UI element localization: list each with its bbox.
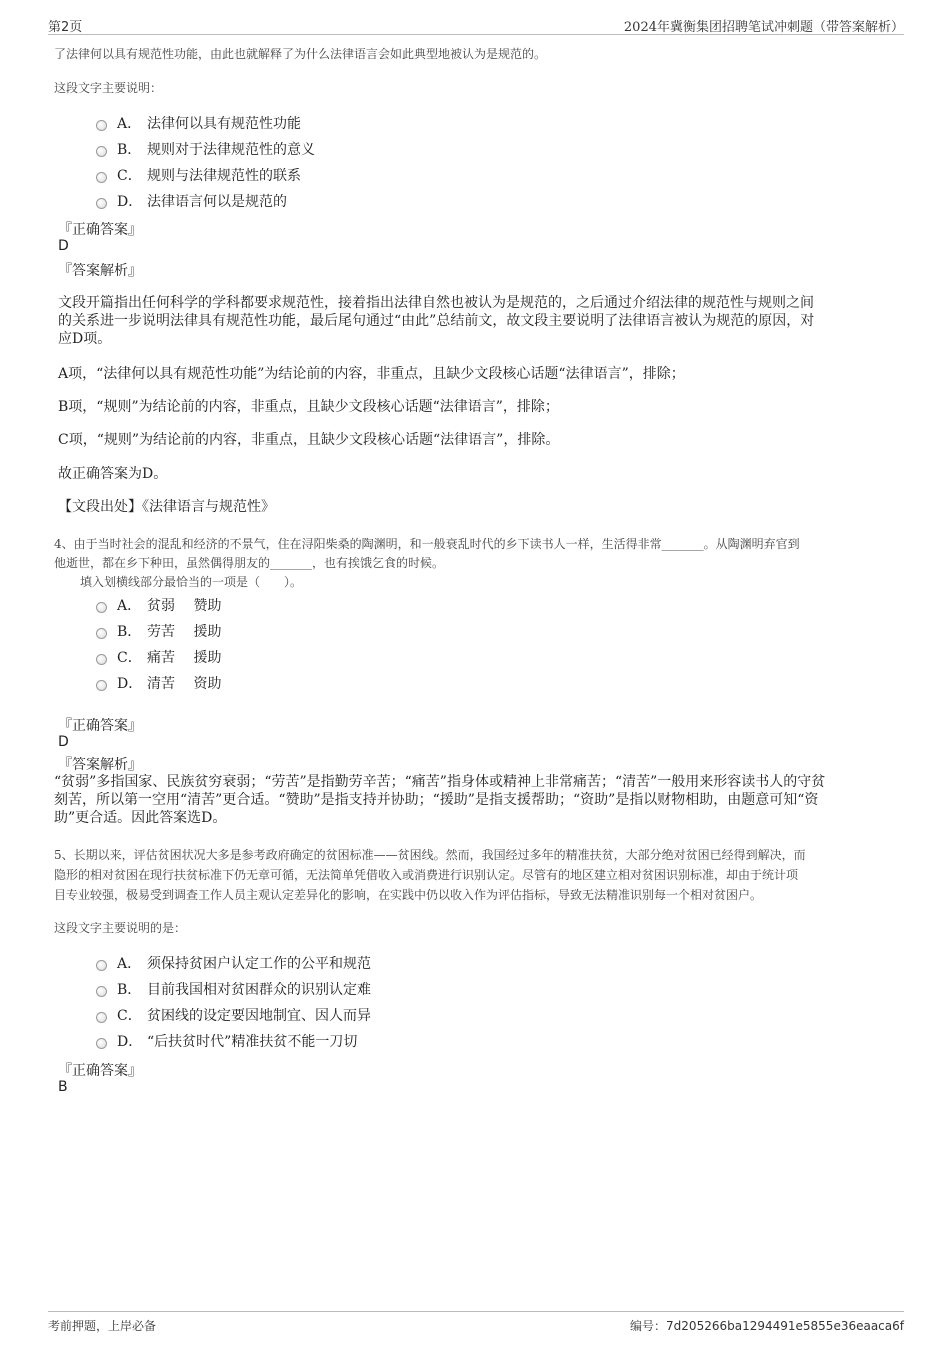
q3-answer-label: 『正确答案』 xyxy=(58,222,142,238)
radio-icon[interactable] xyxy=(96,1038,107,1049)
q3-analysis-c: C项，“规则”为结论前的内容，非重点，且缺少文段核心话题“法律语言”，排除。 xyxy=(58,432,560,448)
q5-option-a[interactable]: A． 须保持贫困户认定工作的公平和规范 xyxy=(96,952,371,974)
radio-icon[interactable] xyxy=(96,602,107,613)
q4-analysis-line-3: 助”更合适。因此答案选D。 xyxy=(54,810,227,826)
q5-option-d[interactable]: D． “后扶贫时代”精准扶贫不能一刀切 xyxy=(96,1030,357,1052)
q5-stem-line-1: 5、长期以来，评估贫困状况大多是参考政府确定的贫困标准——贫困线。然而，我国经过多年的精准扶贫，大部分绝对贫困已经得到解决，而 xyxy=(54,848,806,862)
radio-icon[interactable] xyxy=(96,960,107,971)
q4-analysis-label: 『答案解析』 xyxy=(58,757,142,773)
q3-option-b[interactable]: B． 规则对于法律规范性的意义 xyxy=(96,138,315,160)
q4-option-c[interactable]: C． 痛苦 援助 xyxy=(96,646,221,668)
q4-option-a[interactable]: A． 贫弱 赞助 xyxy=(96,594,221,616)
radio-icon[interactable] xyxy=(96,654,107,665)
q4-stem-line-2: 他逝世，都在乡下种田，虽然偶得朋友的_______，也有挨饿乞食的时候。 xyxy=(54,556,445,570)
q4-answer-label: 『正确答案』 xyxy=(58,718,142,734)
q3-option-c[interactable]: C． 规则与法律规范性的联系 xyxy=(96,164,301,186)
q3-analysis-line-3: 应D项。 xyxy=(58,331,112,347)
q4-question: 填入划横线部分最恰当的一项是（ ）。 xyxy=(80,575,303,589)
q5-answer: B xyxy=(58,1079,68,1095)
page-number: 第2页 xyxy=(48,20,83,35)
footer-slogan: 考前押题，上岸必备 xyxy=(48,1319,157,1333)
document-title: 2024年冀衡集团招聘笔试冲刺题（带答案解析） xyxy=(623,20,904,35)
q3-analysis-label: 『答案解析』 xyxy=(58,263,142,279)
q3-question: 这段文字主要说明： xyxy=(54,81,163,95)
q5-question: 这段文字主要说明的是： xyxy=(54,921,187,935)
radio-icon[interactable] xyxy=(96,628,107,639)
q4-option-d[interactable]: D． 清苦 资助 xyxy=(96,672,221,694)
document-code: 编号：7d205266ba1294491e5855e36eaaca6f xyxy=(630,1319,904,1333)
q5-option-c[interactable]: C． 贫困线的设定要因地制宜、因人而异 xyxy=(96,1004,371,1026)
q4-answer: D xyxy=(58,734,69,750)
q3-intro-tail: 了法律何以具有规范性功能，由此也就解释了为什么法律语言会如此典型地被认为是规范的。 xyxy=(54,47,547,61)
q4-option-b[interactable]: B． 劳苦 援助 xyxy=(96,620,221,642)
q3-option-a[interactable]: A． 法律何以具有规范性功能 xyxy=(96,112,301,134)
q5-option-b[interactable]: B． 目前我国相对贫困群众的识别认定难 xyxy=(96,978,371,1000)
radio-icon[interactable] xyxy=(96,172,107,183)
q3-conclusion: 故正确答案为D。 xyxy=(58,466,168,482)
q5-answer-label: 『正确答案』 xyxy=(58,1063,142,1079)
q4-analysis-line-1: “贫弱”多指国家、民族贫穷衰弱；“劳苦”是指勤劳辛苦；“痛苦”指身体或精神上非常痛苦；“清苦”一般用来形容读书人的守贫 xyxy=(54,774,826,790)
q5-stem-line-2: 隐形的相对贫困在现行扶贫标准下仍无章可循，无法简单凭借收入或消费进行识别认定。尽管有的地区建立相对贫困识别标准，却由于统计项 xyxy=(54,868,799,882)
q4-analysis-line-2: 刻苦，所以第一空用“清苦”更合适。“赞助”是指支持并协助；“援助”是指支援帮助；“资助”是指以财物相助，由题意可知“资 xyxy=(54,792,819,808)
radio-icon[interactable] xyxy=(96,1012,107,1023)
q3-answer: D xyxy=(58,238,69,254)
q5-stem-line-3: 目专业较强，极易受到调查工作人员主观认定差异化的影响，在实践中仍以收入作为评估指标，导致无法精准识别每一个相对贫困户。 xyxy=(54,888,763,902)
radio-icon[interactable] xyxy=(96,986,107,997)
q3-option-d[interactable]: D． 法律语言何以是规范的 xyxy=(96,190,287,212)
radio-icon[interactable] xyxy=(96,146,107,157)
q3-analysis-line-1: 文段开篇指出任何科学的学科都要求规范性，接着指出法律自然也被认为是规范的，之后通过介绍法律的规范性与规则之间 xyxy=(58,295,814,311)
page-footer xyxy=(48,1311,904,1336)
q3-analysis-b: B项，“规则”为结论前的内容，非重点，且缺少文段核心话题“法律语言”，排除； xyxy=(58,399,559,415)
radio-icon[interactable] xyxy=(96,198,107,209)
radio-icon[interactable] xyxy=(96,680,107,691)
radio-icon[interactable] xyxy=(96,120,107,131)
q4-stem-line-1: 4、由于当时社会的混乱和经济的不景气，住在浔阳柴桑的陶渊明，和一般衰乱时代的乡下读书人一样，生活得非常_______。从陶渊明弃官到 xyxy=(54,537,800,551)
q3-source: 【文段出处】《法律语言与规范性》 xyxy=(58,499,275,515)
page-header xyxy=(48,14,904,35)
q3-analysis-line-2: 的关系进一步说明法律具有规范性功能，最后尾句通过“由此”总结前文，故文段主要说明了法律语言被认为规范的原因，对 xyxy=(58,313,815,329)
q3-analysis-a: A项，“法律何以具有规范性功能”为结论前的内容，非重点，且缺少文段核心话题“法律语言”，排除； xyxy=(58,366,685,382)
